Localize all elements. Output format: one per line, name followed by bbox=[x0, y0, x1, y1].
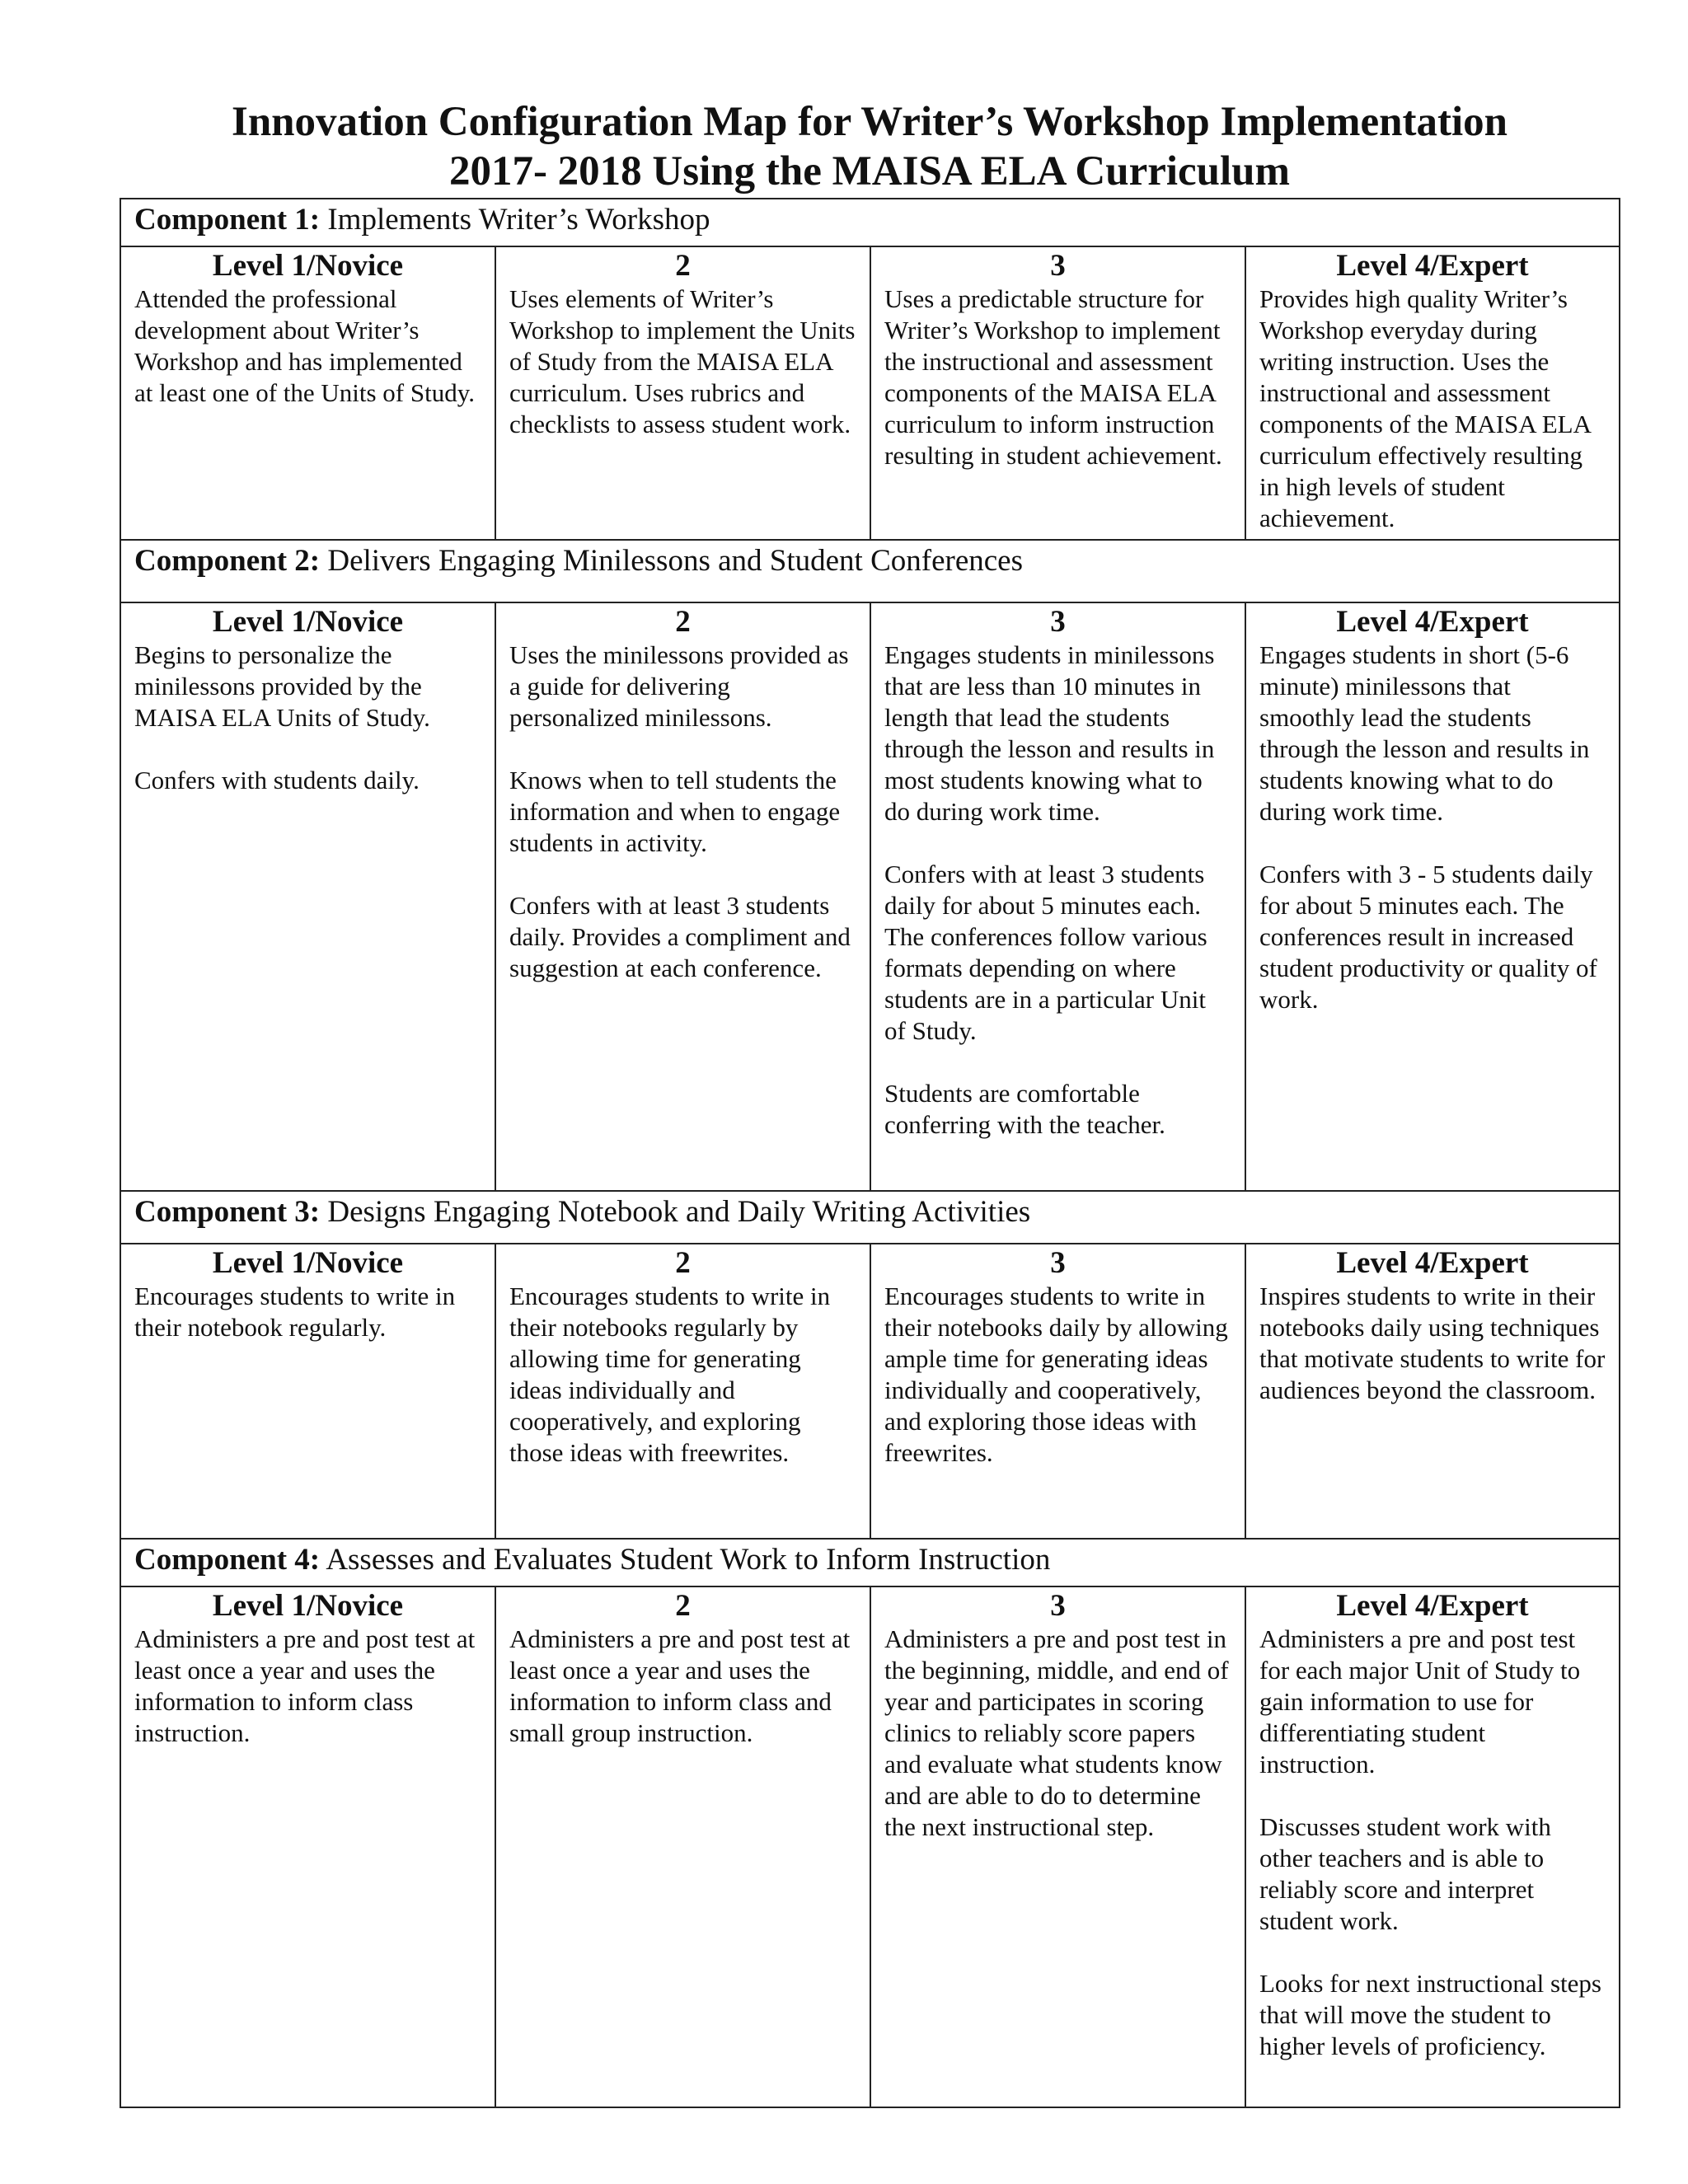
level-description: Confers with 3 - 5 students daily for about 5 minutes each. The conferences result in increased student productivity or quality of work. bbox=[1259, 860, 1597, 1014]
component-label: Component 3: bbox=[134, 1195, 321, 1229]
level-heading: Level 4/Expert bbox=[1336, 249, 1529, 283]
level-cell bbox=[870, 246, 1245, 540]
level-heading: Level 4/Expert bbox=[1336, 1246, 1529, 1280]
title-line-2: 2017- 2018 Using the MAISA ELA Curriculum bbox=[448, 148, 1291, 194]
level-heading: 2 bbox=[675, 1589, 691, 1623]
level-cell bbox=[1245, 246, 1620, 540]
level-description: Uses a predictable structure for Writer’s Workshop to implement the instructional and assessment components of the MAISA ELA curriculum to inform instruction resulting in student achievement. bbox=[884, 284, 1222, 470]
level-heading: 2 bbox=[675, 1246, 691, 1280]
level-cell bbox=[1245, 1244, 1620, 1539]
level-heading: Level 1/Novice bbox=[212, 1246, 404, 1280]
component-name: Implements Writer’s Workshop bbox=[327, 203, 710, 237]
level-heading: Level 4/Expert bbox=[1336, 1589, 1529, 1623]
level-description: Knows when to tell students the information and when to engage students in activity. bbox=[509, 766, 841, 857]
level-heading: 3 bbox=[1050, 605, 1066, 639]
level-description: Administers a pre and post test in the beginning, middle, and end of year and participates in scoring clinics to reliably score papers and evaluate what students know and are able to do to determine the next instructional step. bbox=[884, 1624, 1229, 1841]
level-row bbox=[120, 1586, 1620, 2107]
component-label: Component 1: bbox=[134, 203, 321, 237]
level-cell bbox=[120, 1244, 495, 1539]
level-description: Engages students in short (5-6 minute) minilessons that smoothly lead the students through the lesson and results in students knowing what to do during work time. bbox=[1259, 640, 1590, 826]
component-header-cell bbox=[120, 540, 1620, 602]
level-heading: Level 4/Expert bbox=[1336, 605, 1529, 639]
level-heading: 2 bbox=[675, 605, 691, 639]
level-cell bbox=[120, 1586, 495, 2107]
level-description: Engages students in minilessons that are less than 10 minutes in length that lead the students through the lesson and results in most students knowing what to do during work time. bbox=[884, 640, 1215, 826]
level-heading: Level 1/Novice bbox=[212, 249, 404, 283]
level-description: Encourages students to write in their notebooks regularly by allowing time for generating ideas individually and cooperatively, and exploring those ideas with freewrites. bbox=[509, 1282, 831, 1467]
level-cell bbox=[495, 602, 870, 1191]
rubric-body bbox=[120, 199, 1620, 2107]
level-description: Discusses student work with other teachers and is able to reliably score and interpret student work. bbox=[1259, 1812, 1551, 1935]
document-title bbox=[120, 97, 1620, 196]
level-description: Looks for next instructional steps that will move the student to higher levels of proficiency. bbox=[1259, 1969, 1601, 2060]
level-description: Administers a pre and post test at least once a year and uses the information to inform class instruction. bbox=[134, 1624, 476, 1747]
component-row bbox=[120, 1539, 1620, 1586]
level-description: Students are comfortable conferring with the teacher. bbox=[884, 1079, 1165, 1139]
level-description: Confers with students daily. bbox=[134, 766, 420, 794]
component-label: Component 4: bbox=[134, 1543, 321, 1577]
level-heading: 3 bbox=[1050, 1246, 1066, 1280]
level-cell bbox=[870, 602, 1245, 1191]
component-header-cell bbox=[120, 1191, 1620, 1244]
level-description: Inspires students to write in their notebooks daily using techniques that motivate students to write for audiences beyond the classroom. bbox=[1259, 1282, 1606, 1404]
level-description: Encourages students to write in their notebook regularly. bbox=[134, 1282, 456, 1342]
level-description: Confers with at least 3 students daily for about 5 minutes each. The conferences follow various formats depending on where students are in a particular Unit of Study. bbox=[884, 860, 1207, 1045]
level-cell bbox=[870, 1586, 1245, 2107]
level-cell bbox=[870, 1244, 1245, 1539]
level-row bbox=[120, 1244, 1620, 1539]
level-description: Provides high quality Writer’s Workshop everyday during writing instruction. Uses the instructional and assessment components of the MAISA ELA curriculum effectively resulting in high levels of student achievement. bbox=[1259, 284, 1591, 532]
level-heading: 2 bbox=[675, 249, 691, 283]
component-row bbox=[120, 540, 1620, 602]
component-row bbox=[120, 1191, 1620, 1244]
level-cell bbox=[120, 246, 495, 540]
level-cell bbox=[120, 602, 495, 1191]
level-description: Uses elements of Writer’s Workshop to implement the Units of Study from the MAISA ELA curriculum. Uses rubrics and checklists to assess student work. bbox=[509, 284, 856, 438]
level-cell bbox=[495, 1586, 870, 2107]
component-label: Component 2: bbox=[134, 544, 321, 578]
level-cell bbox=[1245, 1586, 1620, 2107]
component-name: Delivers Engaging Minilessons and Student Conferences bbox=[327, 544, 1023, 578]
level-description: Uses the minilessons provided as a guide for delivering personalized minilessons. bbox=[509, 640, 849, 732]
level-description: Encourages students to write in their notebooks daily by allowing ample time for generating ideas individually and cooperatively, and exploring those ideas with freewrites. bbox=[884, 1282, 1228, 1467]
level-row bbox=[120, 246, 1620, 540]
level-row bbox=[120, 602, 1620, 1191]
component-name: Assesses and Evaluates Student Work to Inform Instruction bbox=[326, 1543, 1051, 1577]
level-description: Administers a pre and post test at least once a year and uses the information to inform class and small group instruction. bbox=[509, 1624, 851, 1747]
level-description: Attended the professional development about Writer’s Workshop and has implemented at least one of the Units of Study. bbox=[134, 284, 475, 407]
title-line-1: Innovation Configuration Map for Writer’s Workshop Implementation bbox=[231, 99, 1508, 145]
level-cell bbox=[495, 246, 870, 540]
component-row bbox=[120, 199, 1620, 246]
level-description: Begins to personalize the minilessons provided by the MAISA ELA Units of Study. bbox=[134, 640, 430, 732]
component-header-cell bbox=[120, 199, 1620, 246]
component-name: Designs Engaging Notebook and Daily Writing Activities bbox=[327, 1195, 1031, 1229]
level-cell bbox=[1245, 602, 1620, 1191]
level-cell bbox=[495, 1244, 870, 1539]
level-heading: 3 bbox=[1050, 1589, 1066, 1623]
level-description: Confers with at least 3 students daily. Provides a compliment and suggestion at each conference. bbox=[509, 891, 851, 982]
rubric-table bbox=[120, 198, 1620, 2108]
component-header-cell bbox=[120, 1539, 1620, 1586]
level-heading: 3 bbox=[1050, 249, 1066, 283]
level-description: Administers a pre and post test for each major Unit of Study to gain information to use for differentiating student instruction. bbox=[1259, 1624, 1581, 1779]
level-heading: Level 1/Novice bbox=[212, 605, 404, 639]
level-heading: Level 1/Novice bbox=[212, 1589, 404, 1623]
